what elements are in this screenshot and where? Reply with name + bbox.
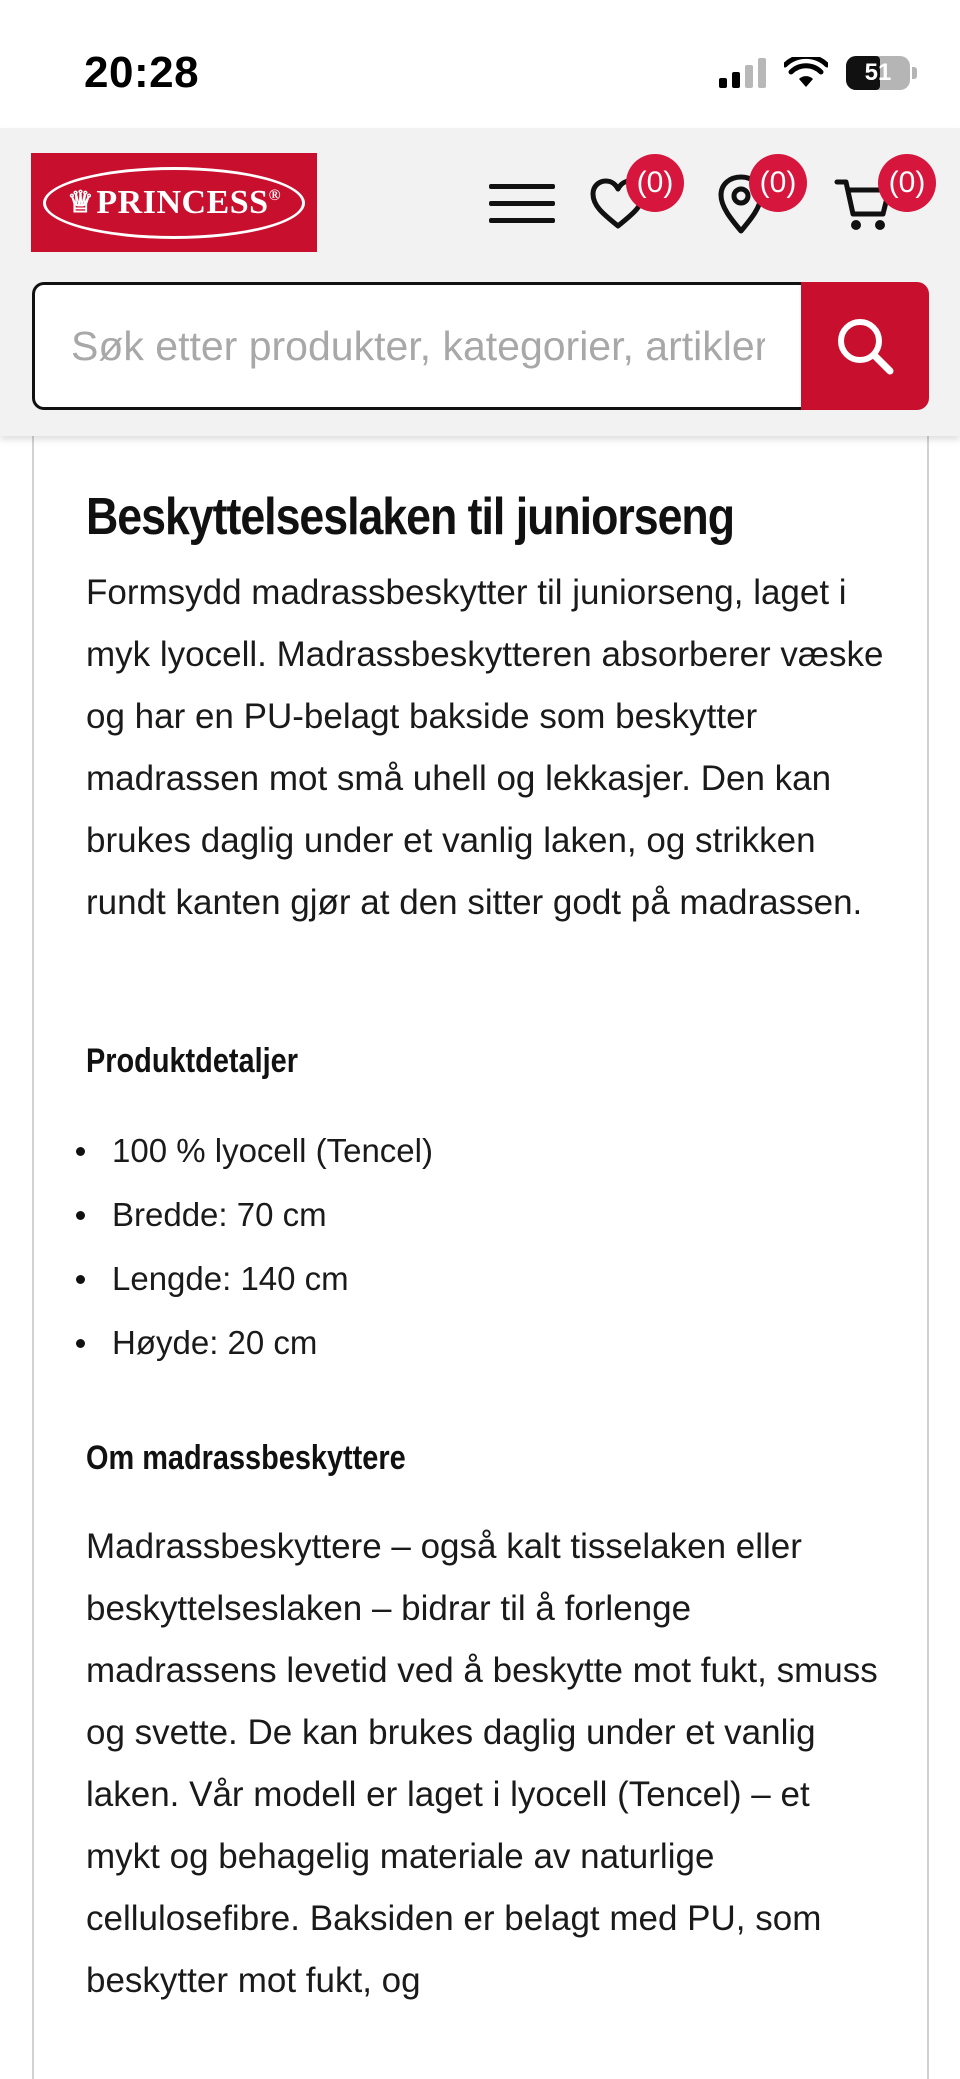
about-text: Madrassbeskyttere – også kalt tisselaken eller beskyttelseslaken – bidrar til å forlenge madrassens levetid ved å beskytte mot fukt, smuss og svette. De kan brukes daglig under et vanlig laken. Vår modell er laget i lyocell (Tencel) – et mykt og behagelig materiale av naturlige cellulosefibre. Baksiden er belagt med PU, som beskytter mot fukt, og <box>86 1527 878 2001</box>
cart-count-badge: (0) <box>878 154 936 212</box>
battery-icon <box>846 56 910 90</box>
details-heading: Produktdetaljer <box>86 1042 298 1081</box>
logo-text: PRINCESS <box>96 183 269 221</box>
wishlist-count-badge: (0) <box>626 154 684 212</box>
list-item: Høyde: 20 cm <box>86 1311 886 1375</box>
site-header <box>0 128 960 436</box>
hamburger-menu-icon <box>489 182 555 226</box>
search-button[interactable] <box>801 282 929 410</box>
product-info-card <box>32 436 929 2079</box>
crown-icon: ♕ <box>66 186 95 219</box>
status-bar <box>0 0 960 128</box>
status-indicators <box>719 56 910 90</box>
product-description: Formsydd madrassbeskytter til juniorseng, laget i myk lyocell. Madrassbeskytteren absorberer væske og har en PU-belagt bakside som beskytter madrassen mot små uhell og lekkasjer. Den kan brukes daglig under et vanlig laken, og strikken rundt kanten gjør at den sitter godt på madrassen. <box>86 573 884 923</box>
stores-count-badge: (0) <box>749 154 807 212</box>
store-locator-button[interactable] <box>705 166 797 240</box>
search-icon <box>832 313 898 379</box>
list-item: Bredde: 70 cm <box>86 1183 886 1247</box>
search-input[interactable] <box>32 282 801 410</box>
cart-button[interactable] <box>828 166 926 240</box>
product-details-list <box>86 1119 886 1375</box>
status-time: 20:28 <box>84 48 200 97</box>
product-description-section <box>86 486 886 2012</box>
wishlist-button[interactable] <box>582 166 674 240</box>
logo-oval <box>43 167 305 239</box>
product-title: Beskyttelseslaken til juniorseng <box>86 488 734 546</box>
search-bar <box>32 282 929 410</box>
princess-logo[interactable] <box>31 153 317 252</box>
registered-mark: ® <box>268 186 282 204</box>
list-item: 100 % lyocell (Tencel) <box>86 1119 886 1183</box>
menu-button[interactable] <box>486 168 558 240</box>
wifi-icon <box>784 57 828 89</box>
battery-level: 51 <box>864 59 892 86</box>
about-heading: Om madrassbeskyttere <box>86 1439 406 1478</box>
cellular-signal-icon <box>719 58 766 88</box>
list-item: Lengde: 140 cm <box>86 1247 886 1311</box>
